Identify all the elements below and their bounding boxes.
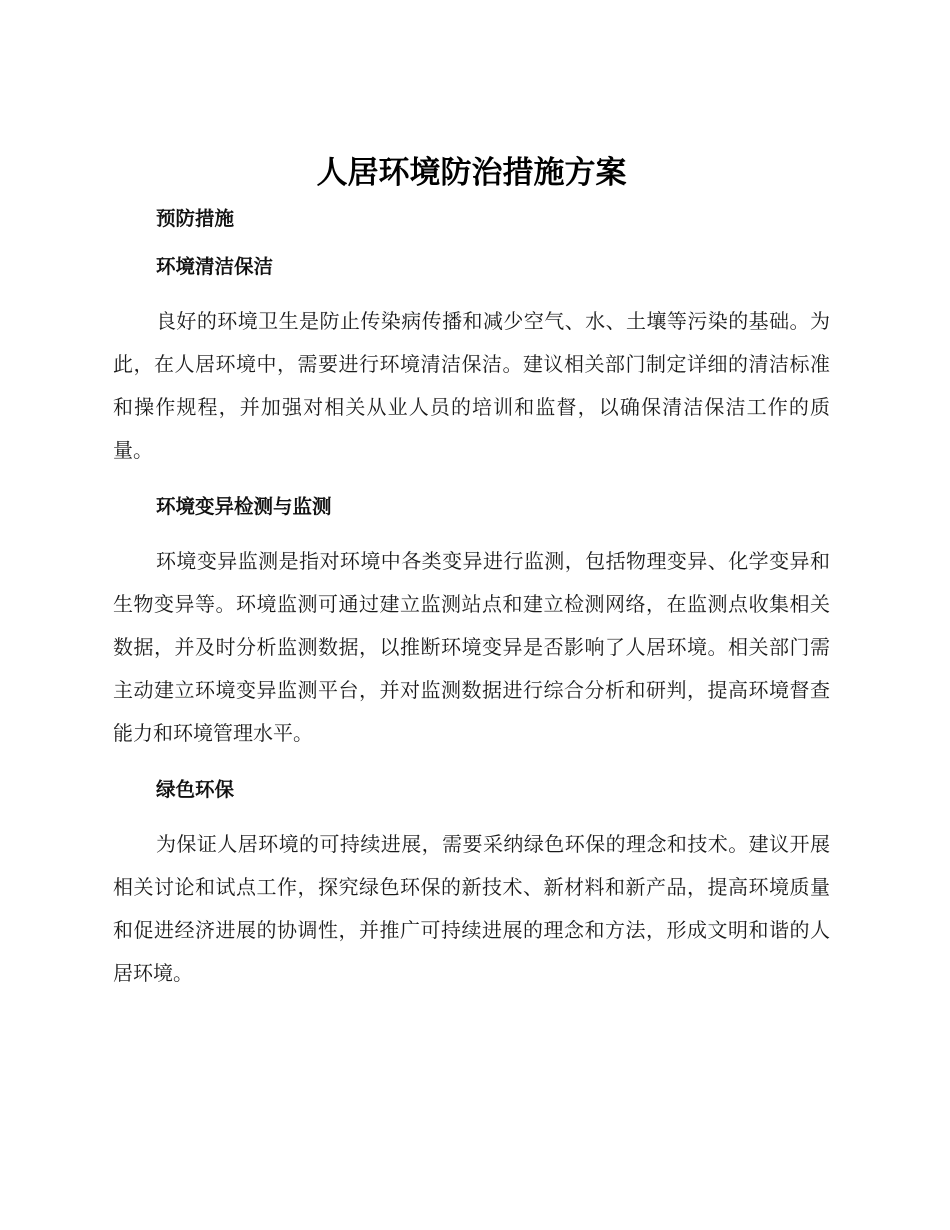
subsection-heading-green: 绿色环保 [156, 778, 235, 801]
paragraph-green: 为保证人居环境的可持续进展，需要采纳绿色环保的理念和技术。建议开展相关讨论和试点工作，探究绿色环保的新技术、新材料和新产品，提高环境质量和促进经济进展的协调性，并推广可持续进展的理念和方法，形成文明和谐的人居环境。 [113, 832, 830, 985]
section-heading-prevention: 预防措施 [156, 207, 235, 230]
document-title: 人居环境防治措施方案 [316, 155, 627, 191]
paragraph-cleaning: 良好的环境卫生是防止传染病传播和减少空气、水、土壤等污染的基础。为此，在人居环境中，需要进行环境清洁保洁。建议相关部门制定详细的清洁标准和操作规程，并加强对相关从业人员的培训和监督，以确保清洁保洁工作的质量。 [113, 309, 830, 462]
document-content [113, 150, 830, 1007]
subsection-heading-cleaning: 环境清洁保洁 [156, 255, 274, 278]
subsection-heading-monitoring: 环境变异检测与监测 [156, 495, 332, 518]
paragraph-monitoring: 环境变异监测是指对环境中各类变异进行监测，包括物理变异、化学变异和生物变异等。环境监测可通过建立监测站点和建立检测网络，在监测点收集相关数据，并及时分析监测数据，以推断环境变异是否影响了人居环境。相关部门需主动建立环境变异监测平台，并对监测数据进行综合分析和研判，提高环境督查能力和环境管理水平。 [113, 549, 830, 745]
